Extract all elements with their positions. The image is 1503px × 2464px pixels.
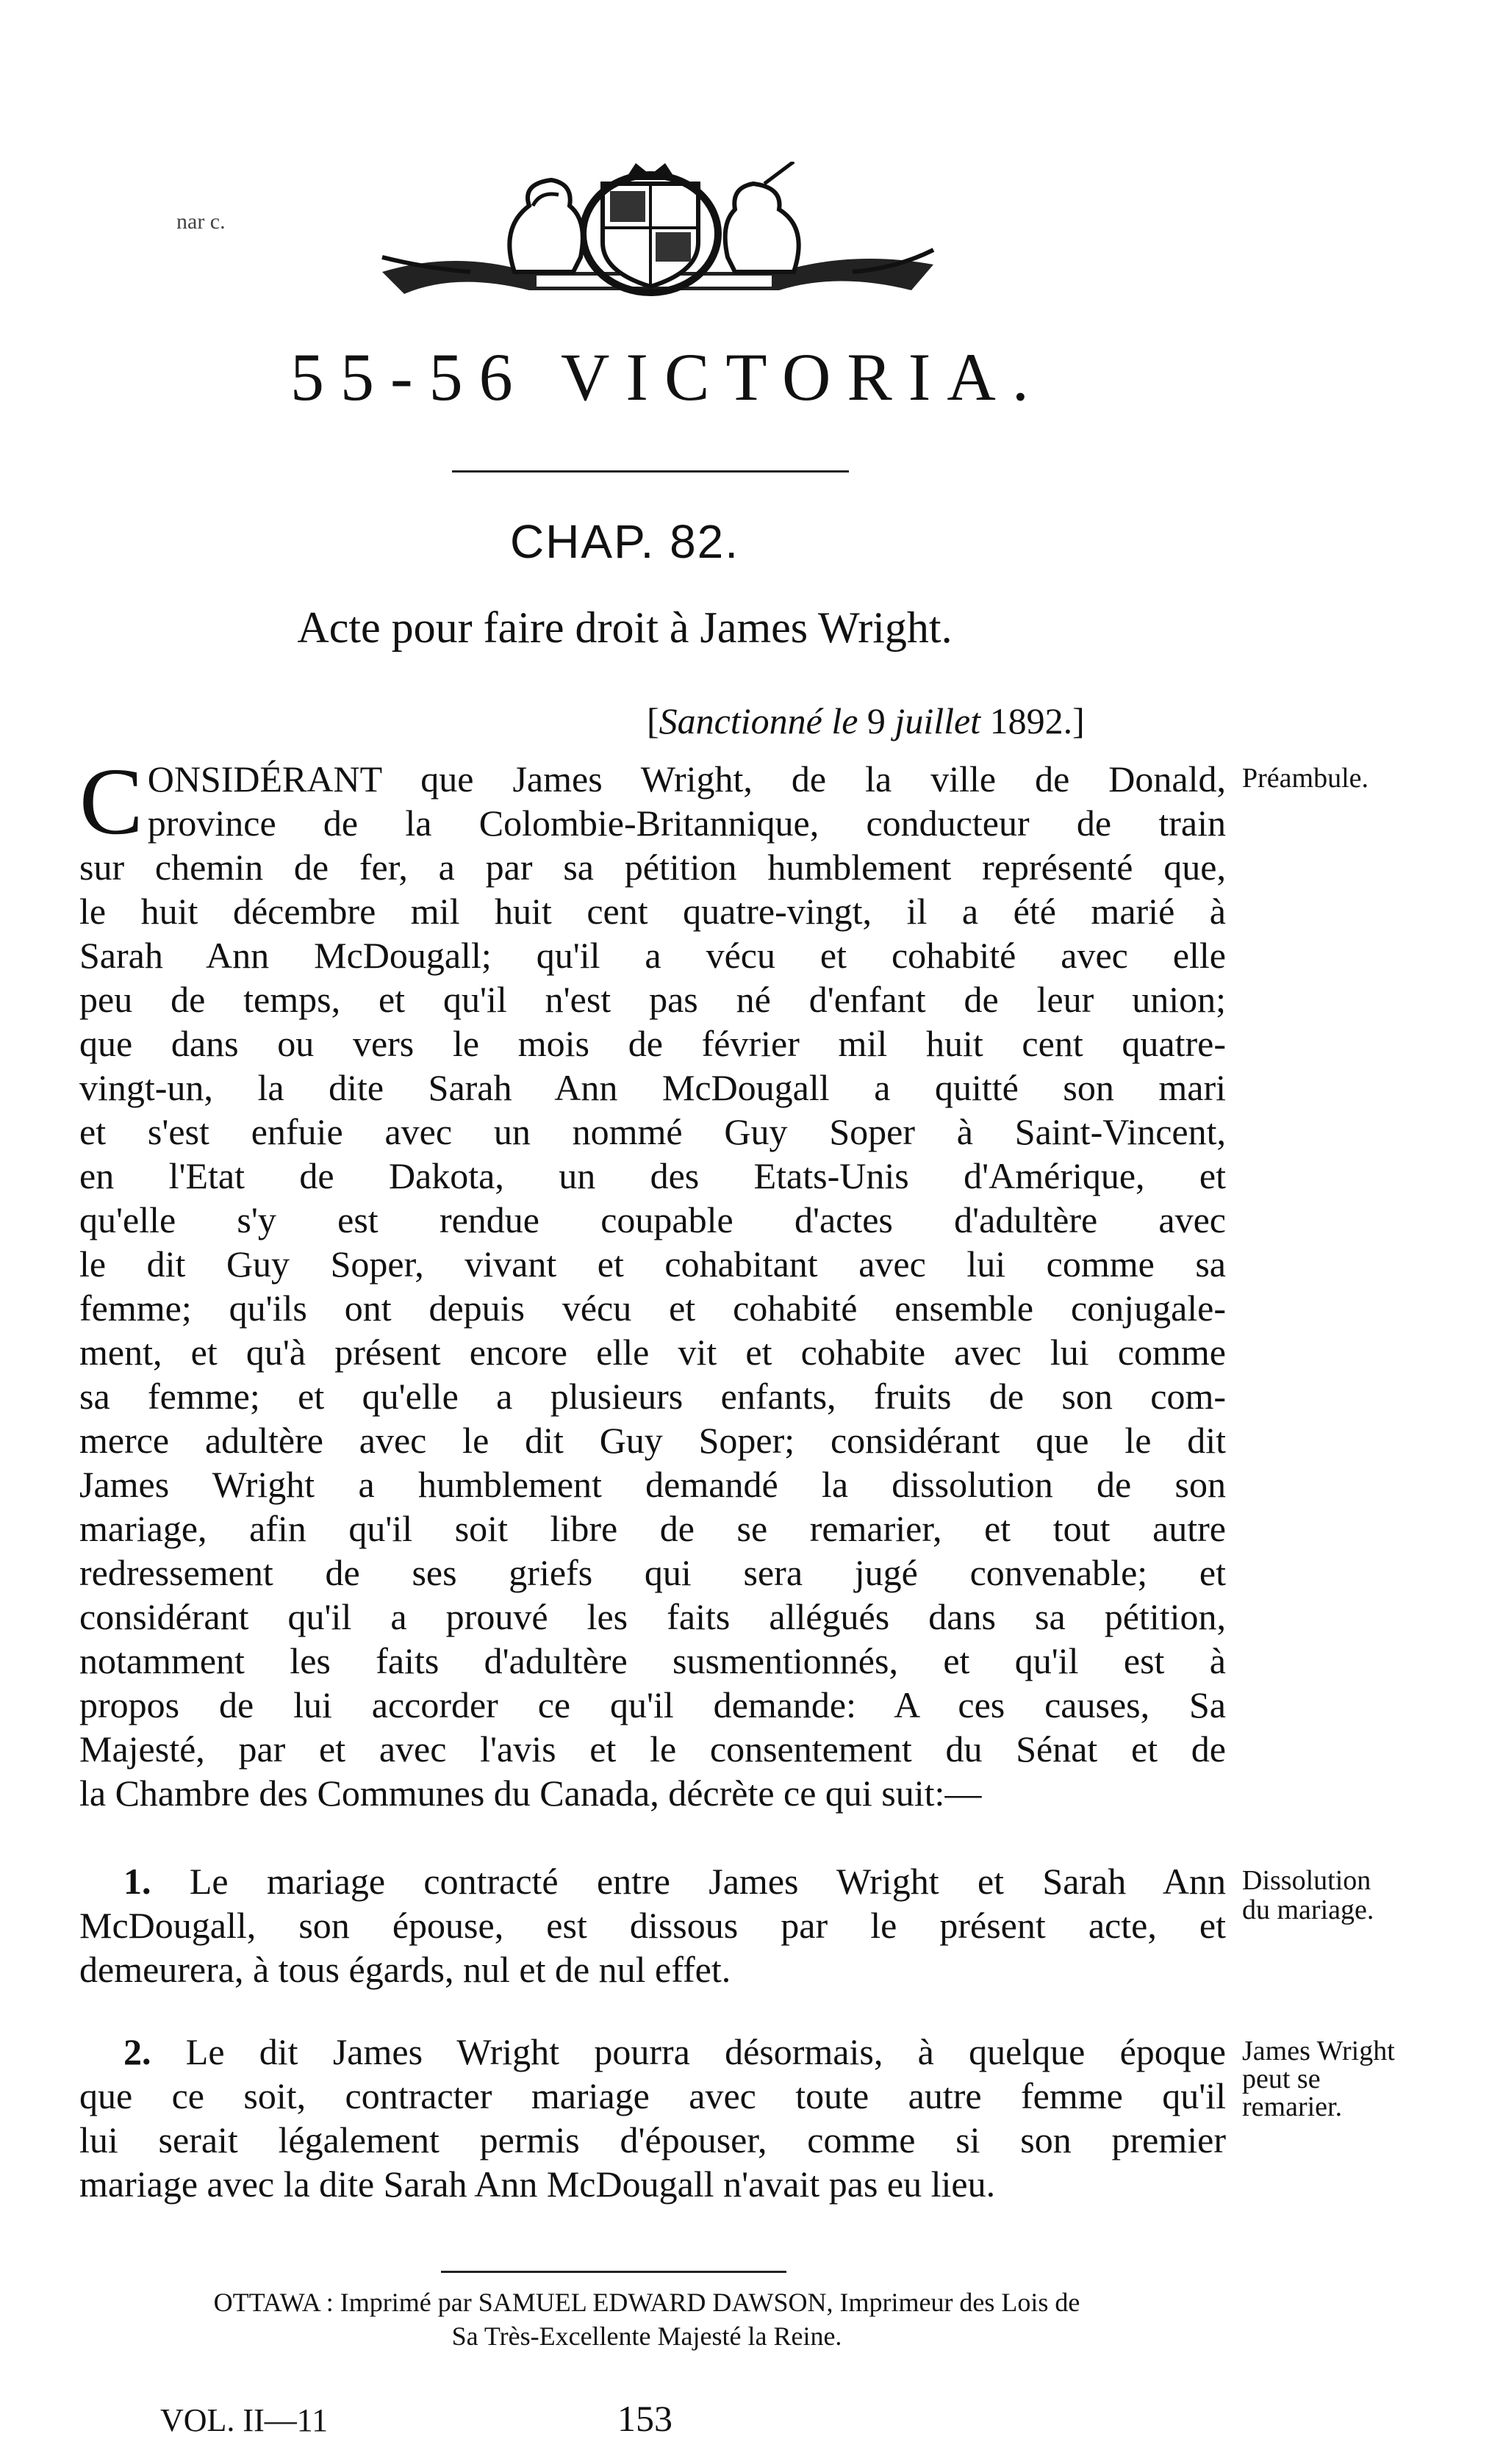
sanction-day: 9 bbox=[858, 700, 895, 741]
sanction-label: Sanctionné le bbox=[659, 700, 858, 741]
margin-note-remarry-2: peut se bbox=[1242, 2063, 1321, 2094]
preamble-line: ONSIDÉRANT que James Wright, de la ville de Donald, bbox=[147, 758, 1226, 800]
act-title: Acte pour faire droit à James Wright. bbox=[297, 603, 953, 652]
section-number: 1. bbox=[123, 1861, 151, 1902]
section-line: lui serait légalement permis d'épouser, comme si son premier bbox=[79, 2119, 1226, 2161]
preamble-line: le huit décembre mil huit cent quatre-vingt, il a été marié à bbox=[79, 891, 1226, 932]
sanction-year: 1892.] bbox=[980, 700, 1085, 741]
preamble-line: James Wright a humblement demandé la dissolution de son bbox=[79, 1464, 1226, 1505]
preamble-line: ment, et qu'à présent encore elle vit et cohabite avec lui comme bbox=[79, 1332, 1226, 1373]
section-line bbox=[79, 1859, 1226, 1903]
preamble-line: Majesté, par et avec l'avis et le consentement du Sénat et de bbox=[79, 1728, 1226, 1770]
margin-note-dissolution: Dissolution bbox=[1242, 1865, 1371, 1896]
volume-signature: VOL. II—11 bbox=[160, 2402, 329, 2438]
library-stamp: nar c. bbox=[176, 209, 226, 234]
preamble-line: en l'Etat de Dakota, un des Etats-Unis d'Amérique, et bbox=[79, 1155, 1226, 1196]
margin-note-preamble: Préambule. bbox=[1242, 763, 1369, 794]
margin-note-dissolution-2: du mariage. bbox=[1242, 1894, 1374, 1925]
section-text: Le mariage contracté entre James Wright et Sarah Ann bbox=[189, 1861, 1226, 1902]
section-text: Le dit James Wright pourra désormais, à quelque époque bbox=[185, 2031, 1227, 2072]
preamble-line: la Chambre des Communes du Canada, décrète ce qui suit:— bbox=[79, 1772, 982, 1814]
preamble-line: Sarah Ann McDougall; qu'il a vécu et cohabité avec elle bbox=[79, 935, 1226, 976]
sanction-month: juillet bbox=[894, 700, 981, 741]
preamble-paragraph bbox=[79, 749, 1226, 1815]
preamble-line: que dans ou vers le mois de février mil huit cent quatre- bbox=[79, 1023, 1226, 1064]
preamble-line: vingt-un, la dite Sarah Ann McDougall a quitté son mari bbox=[79, 1067, 1226, 1108]
sanction-date bbox=[647, 700, 1085, 742]
preamble-line: merce adultère avec le dit Guy Soper; considérant que le dit bbox=[79, 1420, 1226, 1461]
section-line: demeurera, à tous égards, nul et de nul effet. bbox=[79, 1949, 731, 1990]
footer-rule bbox=[441, 2271, 786, 2273]
preamble-line: et s'est enfuie avec un nommé Guy Soper à Saint-Vincent, bbox=[79, 1111, 1226, 1152]
preamble-line: sa femme; et qu'elle a plusieurs enfants, fruits de son com- bbox=[79, 1376, 1226, 1417]
section-line: McDougall, son épouse, est dissous par le présent acte, et bbox=[79, 1905, 1226, 1946]
section-number: 2. bbox=[123, 2031, 151, 2072]
section-1-paragraph bbox=[79, 1859, 1226, 1991]
preamble-line: femme; qu'ils ont depuis vécu et cohabité ensemble conjugale- bbox=[79, 1287, 1226, 1329]
preamble-line: mariage, afin qu'il soit libre de se remarier, et tout autre bbox=[79, 1508, 1226, 1549]
preamble-line: redressement de ses griefs qui sera jugé convenable; et bbox=[79, 1552, 1226, 1593]
margin-note-remarry: James Wright bbox=[1242, 2036, 1395, 2066]
margin-note-remarry-3: remarier. bbox=[1242, 2091, 1343, 2122]
imprint-line-2: Sa Très-Excellente Majesté la Reine. bbox=[451, 2321, 842, 2351]
preamble-line: considérant qu'il a prouvé les faits allégués dans sa pétition, bbox=[79, 1596, 1226, 1637]
preamble-line: propos de lui accorder ce qu'il demande: A ces causes, Sa bbox=[79, 1684, 1226, 1725]
regnal-year-heading: 55-56 VICTORIA. bbox=[290, 340, 1045, 414]
preamble-line: peu de temps, et qu'il n'est pas né d'enfant de leur union; bbox=[79, 979, 1226, 1020]
royal-coat-of-arms-icon bbox=[353, 162, 955, 309]
page-number: 153 bbox=[617, 2398, 672, 2439]
section-line: que ce soit, contracter mariage avec toute autre femme qu'il bbox=[79, 2075, 1226, 2116]
drop-cap: C bbox=[79, 749, 143, 855]
preamble-line: province de la Colombie-Britannique, conducteur de train bbox=[147, 802, 1226, 844]
section-line bbox=[79, 2030, 1226, 2074]
section-line: mariage avec la dite Sarah Ann McDougall n'avait pas eu lieu. bbox=[79, 2163, 996, 2205]
imprint-line-1: OTTAWA : Imprimé par SAMUEL EDWARD DAWSON, Imprimeur des Lois de bbox=[213, 2288, 1080, 2317]
chapter-heading: CHAP. 82. bbox=[509, 515, 740, 568]
preamble-line: notamment les faits d'adultère susmentionnés, et qu'il est à bbox=[79, 1640, 1226, 1681]
preamble-line: qu'elle s'y est rendue coupable d'actes d'adultère avec bbox=[79, 1199, 1226, 1240]
section-2-paragraph bbox=[79, 2030, 1226, 2206]
sanction-open: [ bbox=[647, 700, 659, 741]
preamble-line: le dit Guy Soper, vivant et cohabitant avec lui comme sa bbox=[79, 1243, 1226, 1285]
preamble-line: sur chemin de fer, a par sa pétition humblement représenté que, bbox=[79, 847, 1226, 888]
divider-rule bbox=[452, 470, 849, 473]
